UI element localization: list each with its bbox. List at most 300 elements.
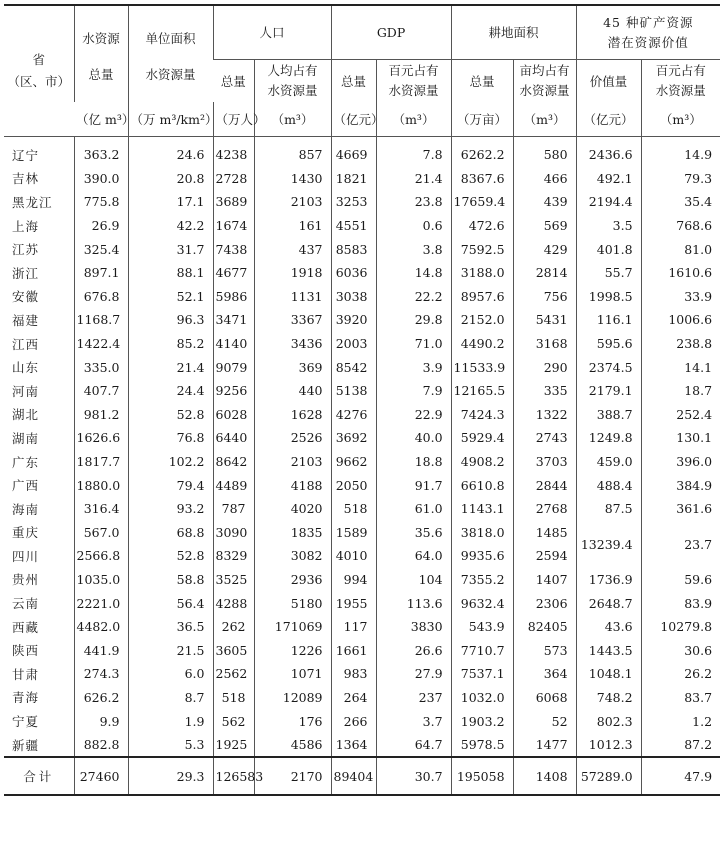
cell-mineral-per-hundred: 33.9 <box>641 285 720 309</box>
cell-population-per-capita: 3367 <box>254 308 331 332</box>
cell-farmland-per-mu: 2768 <box>513 497 576 521</box>
cell-mineral-value: 2194.4 <box>576 190 641 214</box>
cell-farmland-total: 8367.6 <box>451 167 513 191</box>
table-row <box>4 403 720 427</box>
cell-mineral-value: 116.1 <box>576 308 641 332</box>
cell-population-total: 518 <box>213 686 254 710</box>
cell-mineral-value: 459.0 <box>576 450 641 474</box>
cell-mineral-value: 2374.5 <box>576 355 641 379</box>
cell-water-total: 1626.6 <box>74 426 128 450</box>
water-resources-table <box>4 4 720 796</box>
cell-gdp-total: 4276 <box>331 403 376 427</box>
table-row <box>4 497 720 521</box>
cell-gdp-per-hundred: 113.6 <box>376 591 451 615</box>
total-mineral-value: 57289.0 <box>576 757 641 795</box>
cell-population-total: 5986 <box>213 285 254 309</box>
cell-water-per-area: 79.4 <box>128 473 213 497</box>
header-gdp-per-hundred: 百元占有 水资源量 <box>376 60 451 103</box>
total-gdp: 89404 <box>331 757 376 795</box>
total-row <box>4 757 720 795</box>
cell-water-per-area: 8.7 <box>128 686 213 710</box>
cell-farmland-per-mu: 6068 <box>513 686 576 710</box>
cell-mineral-value: 1443.5 <box>576 638 641 662</box>
cell-water-total: 626.2 <box>74 686 128 710</box>
cell-population-per-capita: 437 <box>254 237 331 261</box>
cell-water-total: 897.1 <box>74 261 128 285</box>
cell-mineral-per-hundred: 130.1 <box>641 426 720 450</box>
cell-population-per-capita: 1226 <box>254 638 331 662</box>
cell-mineral-value: 3.5 <box>576 214 641 238</box>
cell-mineral-value: 388.7 <box>576 403 641 427</box>
cell-mineral-value: 1736.9 <box>576 568 641 592</box>
cell-population-total: 2562 <box>213 662 254 686</box>
cell-mineral-per-hundred: 252.4 <box>641 403 720 427</box>
total-population: 126583 <box>213 757 254 795</box>
cell-population-per-capita: 3436 <box>254 332 331 356</box>
unit-population-per-capita: （m³） <box>254 102 331 137</box>
water-resources-table-page <box>4 4 720 796</box>
cell-water-per-area: 93.2 <box>128 497 213 521</box>
table-row <box>4 568 720 592</box>
cell-mineral-value: 2436.6 <box>576 137 641 167</box>
cell-water-total: 4482.0 <box>74 615 128 639</box>
cell-farmland-total: 6610.8 <box>451 473 513 497</box>
cell-population-total: 562 <box>213 709 254 733</box>
total-farmland: 195058 <box>451 757 513 795</box>
cell-farmland-total: 5978.5 <box>451 733 513 758</box>
cell-farmland-total: 7710.7 <box>451 638 513 662</box>
cell-farmland-per-mu: 429 <box>513 237 576 261</box>
cell-gdp-total: 2003 <box>331 332 376 356</box>
cell-gdp-per-hundred: 3.7 <box>376 709 451 733</box>
cell-farmland-total: 1032.0 <box>451 686 513 710</box>
cell-gdp-per-hundred: 22.2 <box>376 285 451 309</box>
header-mineral-group: 45 种矿产资源 潜在资源价值 <box>576 5 720 60</box>
cell-farmland-per-mu: 439 <box>513 190 576 214</box>
cell-gdp-total: 1821 <box>331 167 376 191</box>
unit-mineral-per-hundred: （m³） <box>641 102 720 137</box>
cell-farmland-per-mu: 1477 <box>513 733 576 758</box>
table-row <box>4 190 720 214</box>
cell-gdp-per-hundred: 14.8 <box>376 261 451 285</box>
cell-water-per-area: 96.3 <box>128 308 213 332</box>
total-gdp-per-hundred: 30.7 <box>376 757 451 795</box>
cell-farmland-per-mu: 52 <box>513 709 576 733</box>
cell-water-total: 390.0 <box>74 167 128 191</box>
cell-province-name: 广西 <box>12 478 40 494</box>
cell-water-total: 2566.8 <box>74 544 128 568</box>
cell-province-name: 云南 <box>12 596 40 612</box>
cell-water-per-area: 21.5 <box>128 638 213 662</box>
cell-farmland-total: 9935.6 <box>451 544 513 568</box>
unit-gdp-per-hundred: （m³） <box>376 102 451 137</box>
cell-gdp-per-hundred: 3.8 <box>376 237 451 261</box>
table-row <box>4 591 720 615</box>
cell-population-total: 262 <box>213 615 254 639</box>
cell-population-per-capita: 2103 <box>254 190 331 214</box>
unit-gdp-total: （亿元） <box>331 102 376 137</box>
cell-province-name: 甘肃 <box>12 666 40 682</box>
cell-water-per-area: 6.0 <box>128 662 213 686</box>
table-row <box>4 733 720 758</box>
cell-province-name: 上海 <box>12 218 40 234</box>
cell-mineral-value: 87.5 <box>576 497 641 521</box>
cell-farmland-per-mu: 1322 <box>513 403 576 427</box>
cell-mineral-value: 748.2 <box>576 686 641 710</box>
cell-province-name: 河南 <box>12 383 40 399</box>
cell-population-per-capita: 2526 <box>254 426 331 450</box>
cell-gdp-total: 1661 <box>331 638 376 662</box>
total-area: 29.3 <box>128 757 213 795</box>
header-water-per-area: 单位面积 水资源量 <box>128 5 213 102</box>
cell-water-total: 1880.0 <box>74 473 128 497</box>
cell-population-per-capita: 1071 <box>254 662 331 686</box>
cell-province-name: 辽宁 <box>4 137 74 167</box>
header-farmland-total: 总量 <box>451 60 513 103</box>
cell-mineral-per-hundred: 1.2 <box>641 709 720 733</box>
cell-population-total: 4238 <box>213 137 254 167</box>
table-row <box>4 355 720 379</box>
cell-population-total: 3689 <box>213 190 254 214</box>
unit-farmland-per-mu: （m³） <box>513 102 576 137</box>
cell-farmland-per-mu: 1407 <box>513 568 576 592</box>
cell-province-name: 贵州 <box>12 572 40 588</box>
cell-farmland-per-mu: 2306 <box>513 591 576 615</box>
cell-mineral-value: 1048.1 <box>576 662 641 686</box>
cell-farmland-total: 5929.4 <box>451 426 513 450</box>
header-population-per-capita: 人均占有 水资源量 <box>254 60 331 103</box>
cell-province-name: 吉林 <box>12 171 40 187</box>
cell-farmland-total: 17659.4 <box>451 190 513 214</box>
cell-province-name: 山东 <box>12 360 40 376</box>
cell-gdp-per-hundred: 71.0 <box>376 332 451 356</box>
cell-gdp-total: 8583 <box>331 237 376 261</box>
cell-farmland-total: 4490.2 <box>451 332 513 356</box>
cell-gdp-per-hundred: 22.9 <box>376 403 451 427</box>
cell-gdp-per-hundred: 21.4 <box>376 167 451 191</box>
cell-water-total: 1035.0 <box>74 568 128 592</box>
cell-province-name: 黑龙江 <box>12 194 53 210</box>
cell-mineral-per-hundred: 79.3 <box>641 167 720 191</box>
cell-water-total: 882.8 <box>74 733 128 758</box>
cell-farmland-per-mu: 756 <box>513 285 576 309</box>
table-body <box>4 137 720 758</box>
cell-farmland-total: 3188.0 <box>451 261 513 285</box>
cell-gdp-per-hundred: 3.9 <box>376 355 451 379</box>
cell-farmland-total: 9632.4 <box>451 591 513 615</box>
cell-farmland-per-mu: 3703 <box>513 450 576 474</box>
cell-water-per-area: 85.2 <box>128 332 213 356</box>
header-farmland-group: 耕地面积 <box>451 5 576 60</box>
total-water: 27460 <box>74 757 128 795</box>
cell-farmland-total: 6262.2 <box>451 137 513 167</box>
cell-mineral-value: 1249.8 <box>576 426 641 450</box>
cell-mineral-value: 1012.3 <box>576 733 641 758</box>
cell-mineral-value: 43.6 <box>576 615 641 639</box>
cell-farmland-total: 11533.9 <box>451 355 513 379</box>
table-row <box>4 473 720 497</box>
cell-population-per-capita: 1430 <box>254 167 331 191</box>
cell-population-per-capita: 171069 <box>254 615 331 639</box>
cell-gdp-total: 266 <box>331 709 376 733</box>
cell-population-total: 3471 <box>213 308 254 332</box>
cell-water-per-area: 56.4 <box>128 591 213 615</box>
cell-mineral-per-hundred: 384.9 <box>641 473 720 497</box>
cell-mineral-per-hundred-merged: 23.7 <box>641 521 720 568</box>
cell-population-total: 3525 <box>213 568 254 592</box>
cell-water-per-area: 31.7 <box>128 237 213 261</box>
header-gdp-group: GDP <box>331 5 451 60</box>
cell-mineral-per-hundred: 1610.6 <box>641 261 720 285</box>
cell-gdp-total: 3253 <box>331 190 376 214</box>
cell-farmland-per-mu: 82405 <box>513 615 576 639</box>
cell-farmland-total: 7537.1 <box>451 662 513 686</box>
cell-province-name: 重庆 <box>12 525 40 541</box>
table-row <box>4 137 720 167</box>
cell-mineral-per-hundred: 83.9 <box>641 591 720 615</box>
cell-gdp-per-hundred: 7.9 <box>376 379 451 403</box>
cell-water-total: 441.9 <box>74 638 128 662</box>
cell-mineral-per-hundred: 87.2 <box>641 733 720 758</box>
cell-province-name: 福建 <box>12 312 40 328</box>
cell-population-per-capita: 2936 <box>254 568 331 592</box>
cell-gdp-per-hundred: 0.6 <box>376 214 451 238</box>
cell-farmland-per-mu: 2844 <box>513 473 576 497</box>
cell-province-name: 青海 <box>12 690 40 706</box>
cell-gdp-per-hundred: 237 <box>376 686 451 710</box>
cell-mineral-value: 595.6 <box>576 332 641 356</box>
cell-mineral-value: 488.4 <box>576 473 641 497</box>
cell-population-per-capita: 4188 <box>254 473 331 497</box>
cell-farmland-total: 472.6 <box>451 214 513 238</box>
cell-population-per-capita: 3082 <box>254 544 331 568</box>
table-row <box>4 615 720 639</box>
cell-farmland-per-mu: 290 <box>513 355 576 379</box>
cell-gdp-total: 9662 <box>331 450 376 474</box>
cell-population-total: 9079 <box>213 355 254 379</box>
total-farmland-per-mu: 1408 <box>513 757 576 795</box>
cell-population-total: 2728 <box>213 167 254 191</box>
cell-mineral-per-hundred: 18.7 <box>641 379 720 403</box>
cell-province-name: 江苏 <box>12 242 40 258</box>
cell-mineral-per-hundred: 14.9 <box>641 137 720 167</box>
table-footer <box>4 757 720 795</box>
cell-gdp-total: 3920 <box>331 308 376 332</box>
cell-mineral-per-hundred: 768.6 <box>641 214 720 238</box>
cell-gdp-per-hundred: 35.6 <box>376 521 451 545</box>
cell-mineral-per-hundred: 238.8 <box>641 332 720 356</box>
cell-water-total: 567.0 <box>74 521 128 545</box>
cell-province-name: 湖南 <box>12 430 40 446</box>
cell-water-total: 335.0 <box>74 355 128 379</box>
cell-gdp-total: 1589 <box>331 521 376 545</box>
total-population-per-capita: 2170 <box>254 757 331 795</box>
cell-water-per-area: 36.5 <box>128 615 213 639</box>
cell-population-total: 4677 <box>213 261 254 285</box>
cell-population-per-capita: 1835 <box>254 521 331 545</box>
cell-province-name: 浙江 <box>12 265 40 281</box>
cell-gdp-total: 1364 <box>331 733 376 758</box>
table-row <box>4 237 720 261</box>
cell-water-per-area: 17.1 <box>128 190 213 214</box>
cell-water-per-area: 52.1 <box>128 285 213 309</box>
cell-water-total: 2221.0 <box>74 591 128 615</box>
table-row <box>4 167 720 191</box>
cell-water-per-area: 5.3 <box>128 733 213 758</box>
cell-water-total: 775.8 <box>74 190 128 214</box>
cell-farmland-per-mu: 580 <box>513 137 576 167</box>
cell-water-total: 274.3 <box>74 662 128 686</box>
cell-water-per-area: 58.8 <box>128 568 213 592</box>
cell-province-name: 陕西 <box>12 643 40 659</box>
cell-population-total: 3605 <box>213 638 254 662</box>
cell-water-total: 26.9 <box>74 214 128 238</box>
cell-gdp-per-hundred: 61.0 <box>376 497 451 521</box>
cell-gdp-per-hundred: 27.9 <box>376 662 451 686</box>
cell-province-name: 安徽 <box>12 289 40 305</box>
cell-mineral-per-hundred: 35.4 <box>641 190 720 214</box>
cell-farmland-per-mu: 2743 <box>513 426 576 450</box>
cell-water-per-area: 24.4 <box>128 379 213 403</box>
unit-farmland-total: （万亩） <box>451 102 513 137</box>
cell-farmland-total: 7355.2 <box>451 568 513 592</box>
cell-gdp-total: 1955 <box>331 591 376 615</box>
total-mineral-per-hundred: 47.9 <box>641 757 720 795</box>
cell-farmland-per-mu: 2594 <box>513 544 576 568</box>
cell-mineral-value: 55.7 <box>576 261 641 285</box>
header-water-total: 水资源 总量 <box>74 5 128 102</box>
table-row <box>4 686 720 710</box>
cell-water-total: 1168.7 <box>74 308 128 332</box>
table-row <box>4 450 720 474</box>
cell-gdp-total: 994 <box>331 568 376 592</box>
cell-population-total: 3090 <box>213 521 254 545</box>
cell-gdp-total: 3038 <box>331 285 376 309</box>
cell-province-name: 新疆 <box>12 737 40 753</box>
unit-mineral-value: （亿元） <box>576 102 641 137</box>
cell-water-total: 9.9 <box>74 709 128 733</box>
cell-mineral-per-hundred: 14.1 <box>641 355 720 379</box>
cell-population-per-capita: 440 <box>254 379 331 403</box>
cell-population-per-capita: 5180 <box>254 591 331 615</box>
header-population-group: 人口 <box>213 5 331 60</box>
cell-water-per-area: 42.2 <box>128 214 213 238</box>
cell-mineral-value: 2648.7 <box>576 591 641 615</box>
cell-gdp-per-hundred: 23.8 <box>376 190 451 214</box>
cell-gdp-per-hundred: 91.7 <box>376 473 451 497</box>
cell-population-total: 8642 <box>213 450 254 474</box>
cell-mineral-value-merged: 13239.4 <box>576 521 641 568</box>
cell-water-per-area: 20.8 <box>128 167 213 191</box>
cell-mineral-per-hundred: 30.6 <box>641 638 720 662</box>
cell-water-total: 316.4 <box>74 497 128 521</box>
cell-gdp-per-hundred: 7.8 <box>376 137 451 167</box>
total-label: 合计 <box>4 757 74 795</box>
cell-gdp-per-hundred: 64.0 <box>376 544 451 568</box>
cell-population-per-capita: 176 <box>254 709 331 733</box>
cell-gdp-total: 983 <box>331 662 376 686</box>
cell-population-per-capita: 12089 <box>254 686 331 710</box>
cell-farmland-per-mu: 5431 <box>513 308 576 332</box>
table-row <box>4 426 720 450</box>
cell-population-per-capita: 1131 <box>254 285 331 309</box>
cell-farmland-total: 2152.0 <box>451 308 513 332</box>
cell-farmland-per-mu: 2814 <box>513 261 576 285</box>
cell-gdp-total: 4551 <box>331 214 376 238</box>
cell-mineral-value: 802.3 <box>576 709 641 733</box>
cell-population-per-capita: 4020 <box>254 497 331 521</box>
cell-farmland-total: 8957.6 <box>451 285 513 309</box>
cell-gdp-per-hundred: 26.6 <box>376 638 451 662</box>
table-row <box>4 285 720 309</box>
cell-population-per-capita: 1628 <box>254 403 331 427</box>
cell-farmland-total: 543.9 <box>451 615 513 639</box>
cell-gdp-per-hundred: 3830 <box>376 615 451 639</box>
cell-gdp-total: 117 <box>331 615 376 639</box>
cell-population-total: 8329 <box>213 544 254 568</box>
cell-water-total: 1422.4 <box>74 332 128 356</box>
cell-population-total: 1674 <box>213 214 254 238</box>
cell-water-total: 407.7 <box>74 379 128 403</box>
cell-population-per-capita: 2103 <box>254 450 331 474</box>
cell-gdp-total: 6036 <box>331 261 376 285</box>
header-province: 省 （区、市） <box>4 5 74 137</box>
cell-population-per-capita: 369 <box>254 355 331 379</box>
cell-population-total: 1925 <box>213 733 254 758</box>
cell-farmland-per-mu: 335 <box>513 379 576 403</box>
table-row <box>4 662 720 686</box>
cell-water-per-area: 68.8 <box>128 521 213 545</box>
table-row <box>4 709 720 733</box>
cell-gdp-per-hundred: 29.8 <box>376 308 451 332</box>
cell-mineral-per-hundred: 396.0 <box>641 450 720 474</box>
cell-water-per-area: 88.1 <box>128 261 213 285</box>
cell-population-per-capita: 161 <box>254 214 331 238</box>
cell-water-total: 676.8 <box>74 285 128 309</box>
cell-water-total: 981.2 <box>74 403 128 427</box>
cell-province-name: 西藏 <box>12 619 40 635</box>
cell-farmland-total: 12165.5 <box>451 379 513 403</box>
cell-mineral-value: 401.8 <box>576 237 641 261</box>
cell-water-total: 1817.7 <box>74 450 128 474</box>
unit-water-per-area: （万 m³/km²） <box>128 102 213 137</box>
cell-mineral-per-hundred: 26.2 <box>641 662 720 686</box>
cell-farmland-total: 1143.1 <box>451 497 513 521</box>
cell-province-name: 宁夏 <box>12 714 40 730</box>
cell-population-per-capita: 4586 <box>254 733 331 758</box>
cell-water-total: 363.2 <box>74 137 128 167</box>
cell-farmland-total: 7424.3 <box>451 403 513 427</box>
cell-gdp-per-hundred: 40.0 <box>376 426 451 450</box>
table-row <box>4 379 720 403</box>
cell-gdp-total: 518 <box>331 497 376 521</box>
cell-population-total: 4140 <box>213 332 254 356</box>
cell-gdp-per-hundred: 64.7 <box>376 733 451 758</box>
cell-population-total: 787 <box>213 497 254 521</box>
cell-gdp-total: 4010 <box>331 544 376 568</box>
cell-farmland-per-mu: 569 <box>513 214 576 238</box>
cell-gdp-total: 5138 <box>331 379 376 403</box>
table-row <box>4 308 720 332</box>
cell-gdp-total: 264 <box>331 686 376 710</box>
table-row <box>4 214 720 238</box>
table-row <box>4 638 720 662</box>
cell-farmland-total: 1903.2 <box>451 709 513 733</box>
cell-farmland-per-mu: 1485 <box>513 521 576 545</box>
cell-mineral-per-hundred: 1006.6 <box>641 308 720 332</box>
cell-water-per-area: 1.9 <box>128 709 213 733</box>
cell-province-name: 湖北 <box>12 407 40 423</box>
